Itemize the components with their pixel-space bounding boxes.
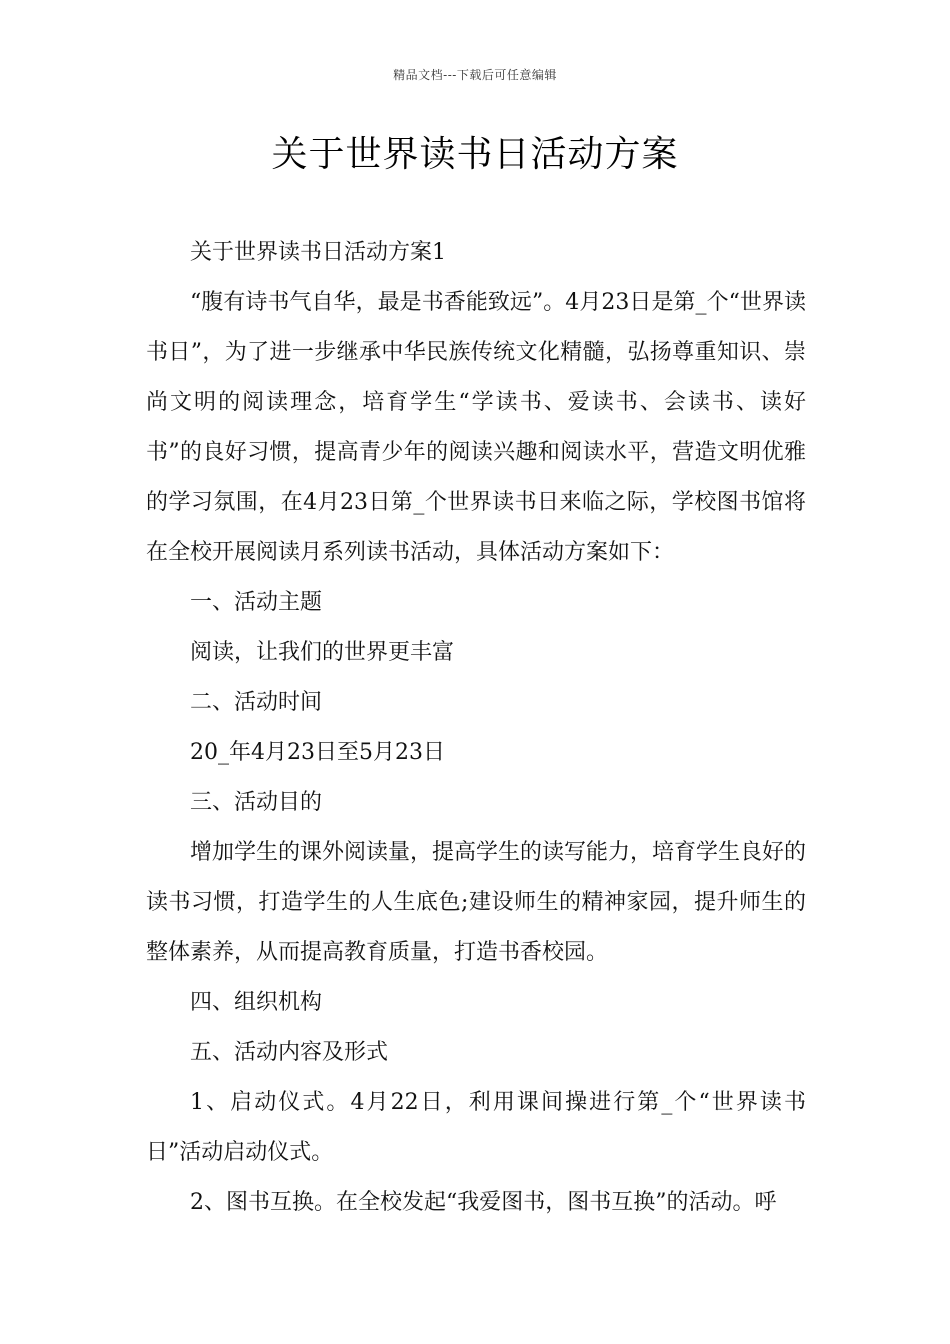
section-heading-content: 五、活动内容及形式 [190,1040,389,1065]
section-heading-time: 二、活动时间 [190,690,323,715]
document-title: 关于世界读书日活动方案 [271,134,679,175]
paragraph-subtitle: 关于世界读书日活动方案1 [190,240,446,265]
section-heading-organization: 四、组织机构 [190,990,323,1015]
document-body [146,228,806,1228]
section-heading-purpose: 三、活动目的 [190,790,323,815]
section-heading-theme: 一、活动主题 [190,590,323,615]
paragraph-time: 20_年4月23日至5月23日 [190,740,445,765]
paragraph-item-1: 1、启动仪式。4月22日，利用课间操进行第_个“世界读书日”活动启动仪式。 [146,1090,806,1165]
paragraph-purpose: 增加学生的课外阅读量，提高学生的读写能力，培育学生良好的读书习惯，打造学生的人生底色;建设师生的精神家园，提升师生的整体素养，从而提高教育质量，打造书香校园。 [146,840,807,965]
paragraph-theme: 阅读，让我们的世界更丰富 [190,640,455,665]
paragraph-item-2: 2、图书互换。在全校发起“我爱图书，图书互换”的活动。呼 [190,1190,777,1215]
header-note: 精品文档---下载后可任意编辑 [393,68,557,82]
paragraph-intro: “腹有诗书气自华，最是书香能致远”。4月23日是第_个“世界读书日”，为了进一步继承中华民族传统文化精髓，弘扬尊重知识、崇尚文明的阅读理念，培育学生“学读书、爱读书、会读书、读好书”的良好习惯，提高青少年的阅读兴趣和阅读水平，营造文明优雅的学习氛围，在4月23日第_个世界读书日来临之际，学校图书馆将在全校开展阅读月系列读书活动，具体活动方案如下： [146,290,806,565]
